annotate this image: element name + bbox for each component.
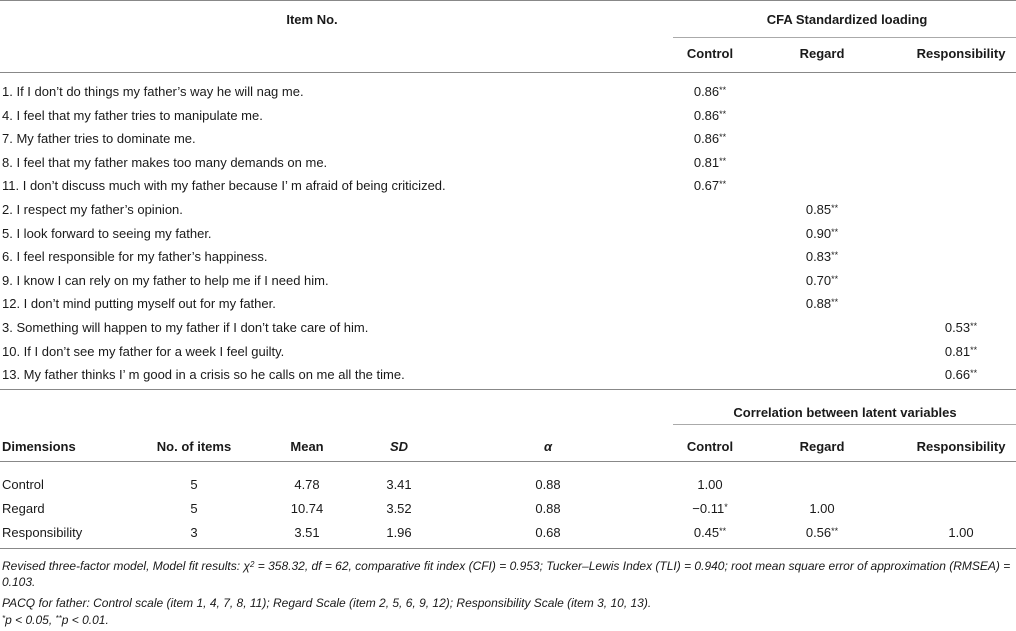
header-item-no: Item No. bbox=[286, 12, 338, 27]
correlation-number: 1.00 bbox=[809, 501, 835, 516]
loading-number: 0.86 bbox=[693, 84, 720, 99]
loading-value bbox=[806, 296, 838, 311]
item-label: 10. If I don’t see my father for a week I feel guilty. bbox=[2, 344, 285, 359]
item-label: 12. I don’t mind putting myself out for my father. bbox=[2, 296, 276, 311]
cfa-span-rule bbox=[673, 37, 1016, 38]
correlation-value bbox=[694, 525, 726, 540]
header-corr-regard: Regard bbox=[799, 439, 845, 454]
header-bottom-rule bbox=[0, 72, 1016, 73]
dimension-stat: 0.88 bbox=[535, 477, 561, 492]
loading-significance: ** bbox=[970, 320, 978, 331]
loading-significance: ** bbox=[831, 273, 839, 284]
header-alpha: α bbox=[543, 439, 553, 454]
corr-span-rule bbox=[673, 424, 1016, 425]
loading-value bbox=[694, 131, 726, 146]
header-responsibility: Responsibility bbox=[916, 46, 1006, 61]
significance-note bbox=[2, 612, 1012, 628]
loading-significance: ** bbox=[831, 296, 839, 307]
loading-significance: ** bbox=[719, 84, 727, 95]
dimension-stat: 10.74 bbox=[290, 501, 324, 516]
correlation-number: 0.45 bbox=[693, 525, 720, 540]
correlation-value bbox=[948, 525, 973, 540]
correlation-value bbox=[806, 525, 838, 540]
loading-value bbox=[694, 155, 726, 170]
loading-value bbox=[694, 108, 726, 123]
header-no-items: No. of items bbox=[156, 439, 232, 454]
item-label: 6. I feel responsible for my father’s happiness. bbox=[2, 249, 268, 264]
loading-significance: ** bbox=[831, 202, 839, 213]
loading-value bbox=[694, 84, 726, 99]
correlation-value bbox=[692, 501, 727, 516]
dimension-name: Responsibility bbox=[2, 525, 83, 540]
loading-value bbox=[945, 367, 977, 382]
header-correlation: Correlation between latent variables bbox=[733, 405, 957, 420]
loading-value bbox=[694, 178, 726, 193]
loading-number: 0.81 bbox=[944, 344, 971, 359]
correlation-value bbox=[697, 477, 722, 492]
dimension-stat: 0.68 bbox=[535, 525, 561, 540]
dimension-stat: 3.41 bbox=[386, 477, 412, 492]
loading-value bbox=[945, 344, 977, 359]
item-label: 3. Something will happen to my father if I don’t take care of him. bbox=[2, 320, 369, 335]
correlation-significance: ** bbox=[719, 525, 727, 536]
loading-number: 0.85 bbox=[805, 202, 832, 217]
item-label: 8. I feel that my father makes too many demands on me. bbox=[2, 155, 328, 170]
correlation-value bbox=[809, 501, 834, 516]
top-rule bbox=[0, 0, 1016, 1]
item-label: 13. My father thinks I’ m good in a crisis so he calls on me all the time. bbox=[2, 367, 405, 382]
subheader-bottom-rule bbox=[0, 461, 1016, 462]
loading-significance: ** bbox=[831, 249, 839, 260]
model-fit-rest: = 358.32, df = 62, comparative fit index (CFI) = 0.953; Tucker–Lewis Index (TLI) = 0.940; root mean square error of approximation (RMSEA) = 0.103. bbox=[2, 559, 1011, 589]
loading-significance: ** bbox=[719, 155, 727, 166]
header-control: Control bbox=[686, 46, 734, 61]
loading-number: 0.90 bbox=[805, 226, 832, 241]
dimension-stat: 3.52 bbox=[386, 501, 412, 516]
correlation-significance: * bbox=[724, 501, 728, 512]
model-fit-note bbox=[2, 558, 1012, 590]
loading-value bbox=[945, 320, 977, 335]
header-sd: SD bbox=[389, 439, 409, 454]
loading-value bbox=[806, 273, 838, 288]
loading-number: 0.83 bbox=[805, 249, 832, 264]
item-label: 9. I know I can rely on my father to help me if I need him. bbox=[2, 273, 329, 288]
dimension-stat: 5 bbox=[190, 477, 198, 492]
bottom-rule bbox=[0, 548, 1016, 549]
dimension-name: Regard bbox=[2, 501, 45, 516]
header-regard: Regard bbox=[799, 46, 845, 61]
loading-number: 0.67 bbox=[693, 178, 720, 193]
loading-significance: ** bbox=[719, 131, 727, 142]
loading-number: 0.88 bbox=[805, 296, 832, 311]
pacq-note: PACQ for father: Control scale (item 1, 4, 7, 8, 11); Regard Scale (item 2, 5, 6, 9, 12); Responsibility Scale (item 3, 10, 13). bbox=[2, 596, 652, 610]
loading-significance: ** bbox=[970, 344, 978, 355]
loading-significance: ** bbox=[719, 178, 727, 189]
dimension-name: Control bbox=[2, 477, 44, 492]
header-mean: Mean bbox=[290, 439, 324, 454]
loading-value bbox=[806, 226, 838, 241]
item-label: 7. My father tries to dominate me. bbox=[2, 131, 196, 146]
dimension-stat: 3.51 bbox=[294, 525, 320, 540]
header-corr-control: Control bbox=[686, 439, 734, 454]
loading-number: 0.66 bbox=[944, 367, 971, 382]
correlation-number: 0.56 bbox=[805, 525, 832, 540]
mid-rule bbox=[0, 389, 1016, 390]
loading-significance: ** bbox=[719, 108, 727, 119]
loading-number: 0.70 bbox=[805, 273, 832, 288]
header-cfa-loading: CFA Standardized loading bbox=[766, 12, 928, 27]
header-corr-responsibility: Responsibility bbox=[916, 439, 1006, 454]
item-label: 5. I look forward to seeing my father. bbox=[2, 226, 212, 241]
correlation-number: 1.00 bbox=[697, 477, 723, 492]
correlation-number: −0.11 bbox=[692, 501, 725, 516]
sig-text-1: p < 0.05, bbox=[5, 613, 56, 627]
loading-number: 0.86 bbox=[693, 108, 720, 123]
loading-number: 0.53 bbox=[944, 320, 971, 335]
item-label: 1. If I don’t do things my father’s way he will nag me. bbox=[2, 84, 304, 99]
chi-square-sup: 2 bbox=[249, 560, 255, 570]
item-label: 4. I feel that my father tries to manipulate me. bbox=[2, 108, 263, 123]
sig-sup-2: ** bbox=[55, 614, 62, 624]
model-fit-prefix: Revised three-factor model, Model fit results: χ bbox=[2, 559, 250, 573]
dimension-stat: 5 bbox=[190, 501, 198, 516]
loading-number: 0.81 bbox=[693, 155, 720, 170]
sig-sup-1: * bbox=[2, 614, 6, 624]
dimension-stat: 1.96 bbox=[386, 525, 412, 540]
item-label: 11. I don’t discuss much with my father because I’ m afraid of being criticized. bbox=[2, 178, 446, 193]
dimension-stat: 3 bbox=[190, 525, 198, 540]
loading-value bbox=[806, 202, 838, 217]
loading-number: 0.86 bbox=[693, 131, 720, 146]
correlation-number: 1.00 bbox=[948, 525, 974, 540]
correlation-significance: ** bbox=[831, 525, 839, 536]
sig-text-2: p < 0.01. bbox=[61, 613, 109, 627]
header-dimensions: Dimensions bbox=[2, 439, 76, 454]
item-label: 2. I respect my father’s opinion. bbox=[2, 202, 183, 217]
dimension-stat: 0.88 bbox=[535, 501, 561, 516]
loading-significance: ** bbox=[970, 367, 978, 378]
dimension-stat: 4.78 bbox=[294, 477, 320, 492]
loading-significance: ** bbox=[831, 226, 839, 237]
loading-value bbox=[806, 249, 838, 264]
